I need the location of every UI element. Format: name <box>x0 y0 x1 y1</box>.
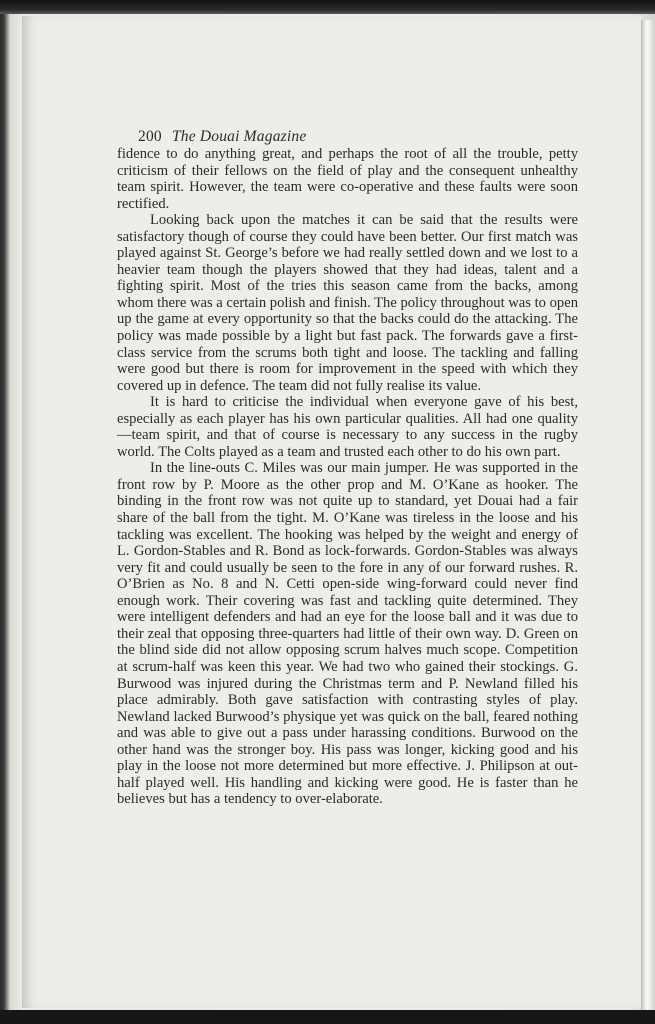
paragraph-matches: Looking back upon the matches it can be said that the results were satisfactory though of course they could have been better. Our first match was played against St. George’s before we had really settled down and we lost to a heavier team though the players showed that they had ideas, talent and a fighting spirit. Most of the tries this season came from the backs, among whom there was a certain polish and finish. The policy throughout was to open up the game at every opportunity so that the backs could do the attacking. The policy was made possible by a light but fast pack. The forwards gave a first-class service from the scrums both tight and loose. The tackling and falling were good but there is room for improvement in the speed with which they covered up in defence. The team did not fully realise its value. <box>117 212 578 394</box>
body-text <box>117 146 578 808</box>
facing-page-edge <box>641 20 655 1010</box>
running-title: The Douai Magazine <box>171 128 307 145</box>
page-number: 200 <box>138 128 162 145</box>
book-bottom-edge <box>0 1010 655 1024</box>
paragraph-continued: fidence to do anything great, and perhaps the root of all the trouble, petty criticism of their fellows on the field of play and the consequent unhealthy team spirit. However, the team were co-operative and these faults were soon rectified. <box>117 146 578 212</box>
paragraph-individuals: It is hard to criticise the individual when everyone gave of his best, especially as each player has his own particular qualities. All had one quality—team spirit, and that of course is necessary to any success in the rugby world. The Colts played as a team and trusted each other to do his own part. <box>117 394 578 460</box>
book-top-edge <box>0 0 655 14</box>
paragraph-players: In the line-outs C. Miles was our main jumper. He was supported in the front row by P. Moore as the other prop and M. O’Kane as hooker. The binding in the front row was not quite up to standard, yet Douai had a fair share of the ball from the tight. M. O’Kane was tireless in the loose and his tackling was excellent. The hooking was helped by the weight and energy of L. Gordon-Stables and R. Bond as lock-forwards. Gordon-Stables was always very fit and could usually be seen to the fore in any of our forward rushes. R. O’Brien as No. 8 and N. Cetti open-side wing-forward could never find enough work. Their covering was fast and tackling quite determined. They were intelligent defenders and had an eye for the loose ball and it was due to their zeal that opposing three-quarters had little of their own way. D. Green on the blind side did not allow opposing scrum halves much scope. Competition at scrum-half was keen this year. We had two who gained their stockings. G. Burwood was injured during the Christmas term and P. Newland filled his place admirably. Both gave satisfaction with contrasting styles of play. Newland lacked Burwood’s physique yet was quick on the ball, feared nothing and was able to give out a pass under harassing conditions. Burwood on the other hand was the stronger boy. His pass was longer, kicking good and his play in the loose not more determined but more effective. J. Philipson at out-half played well. His handling and kicking were good. He is faster than he believes but has a tendency to over-elaborate. <box>117 460 578 808</box>
running-head <box>138 128 306 146</box>
